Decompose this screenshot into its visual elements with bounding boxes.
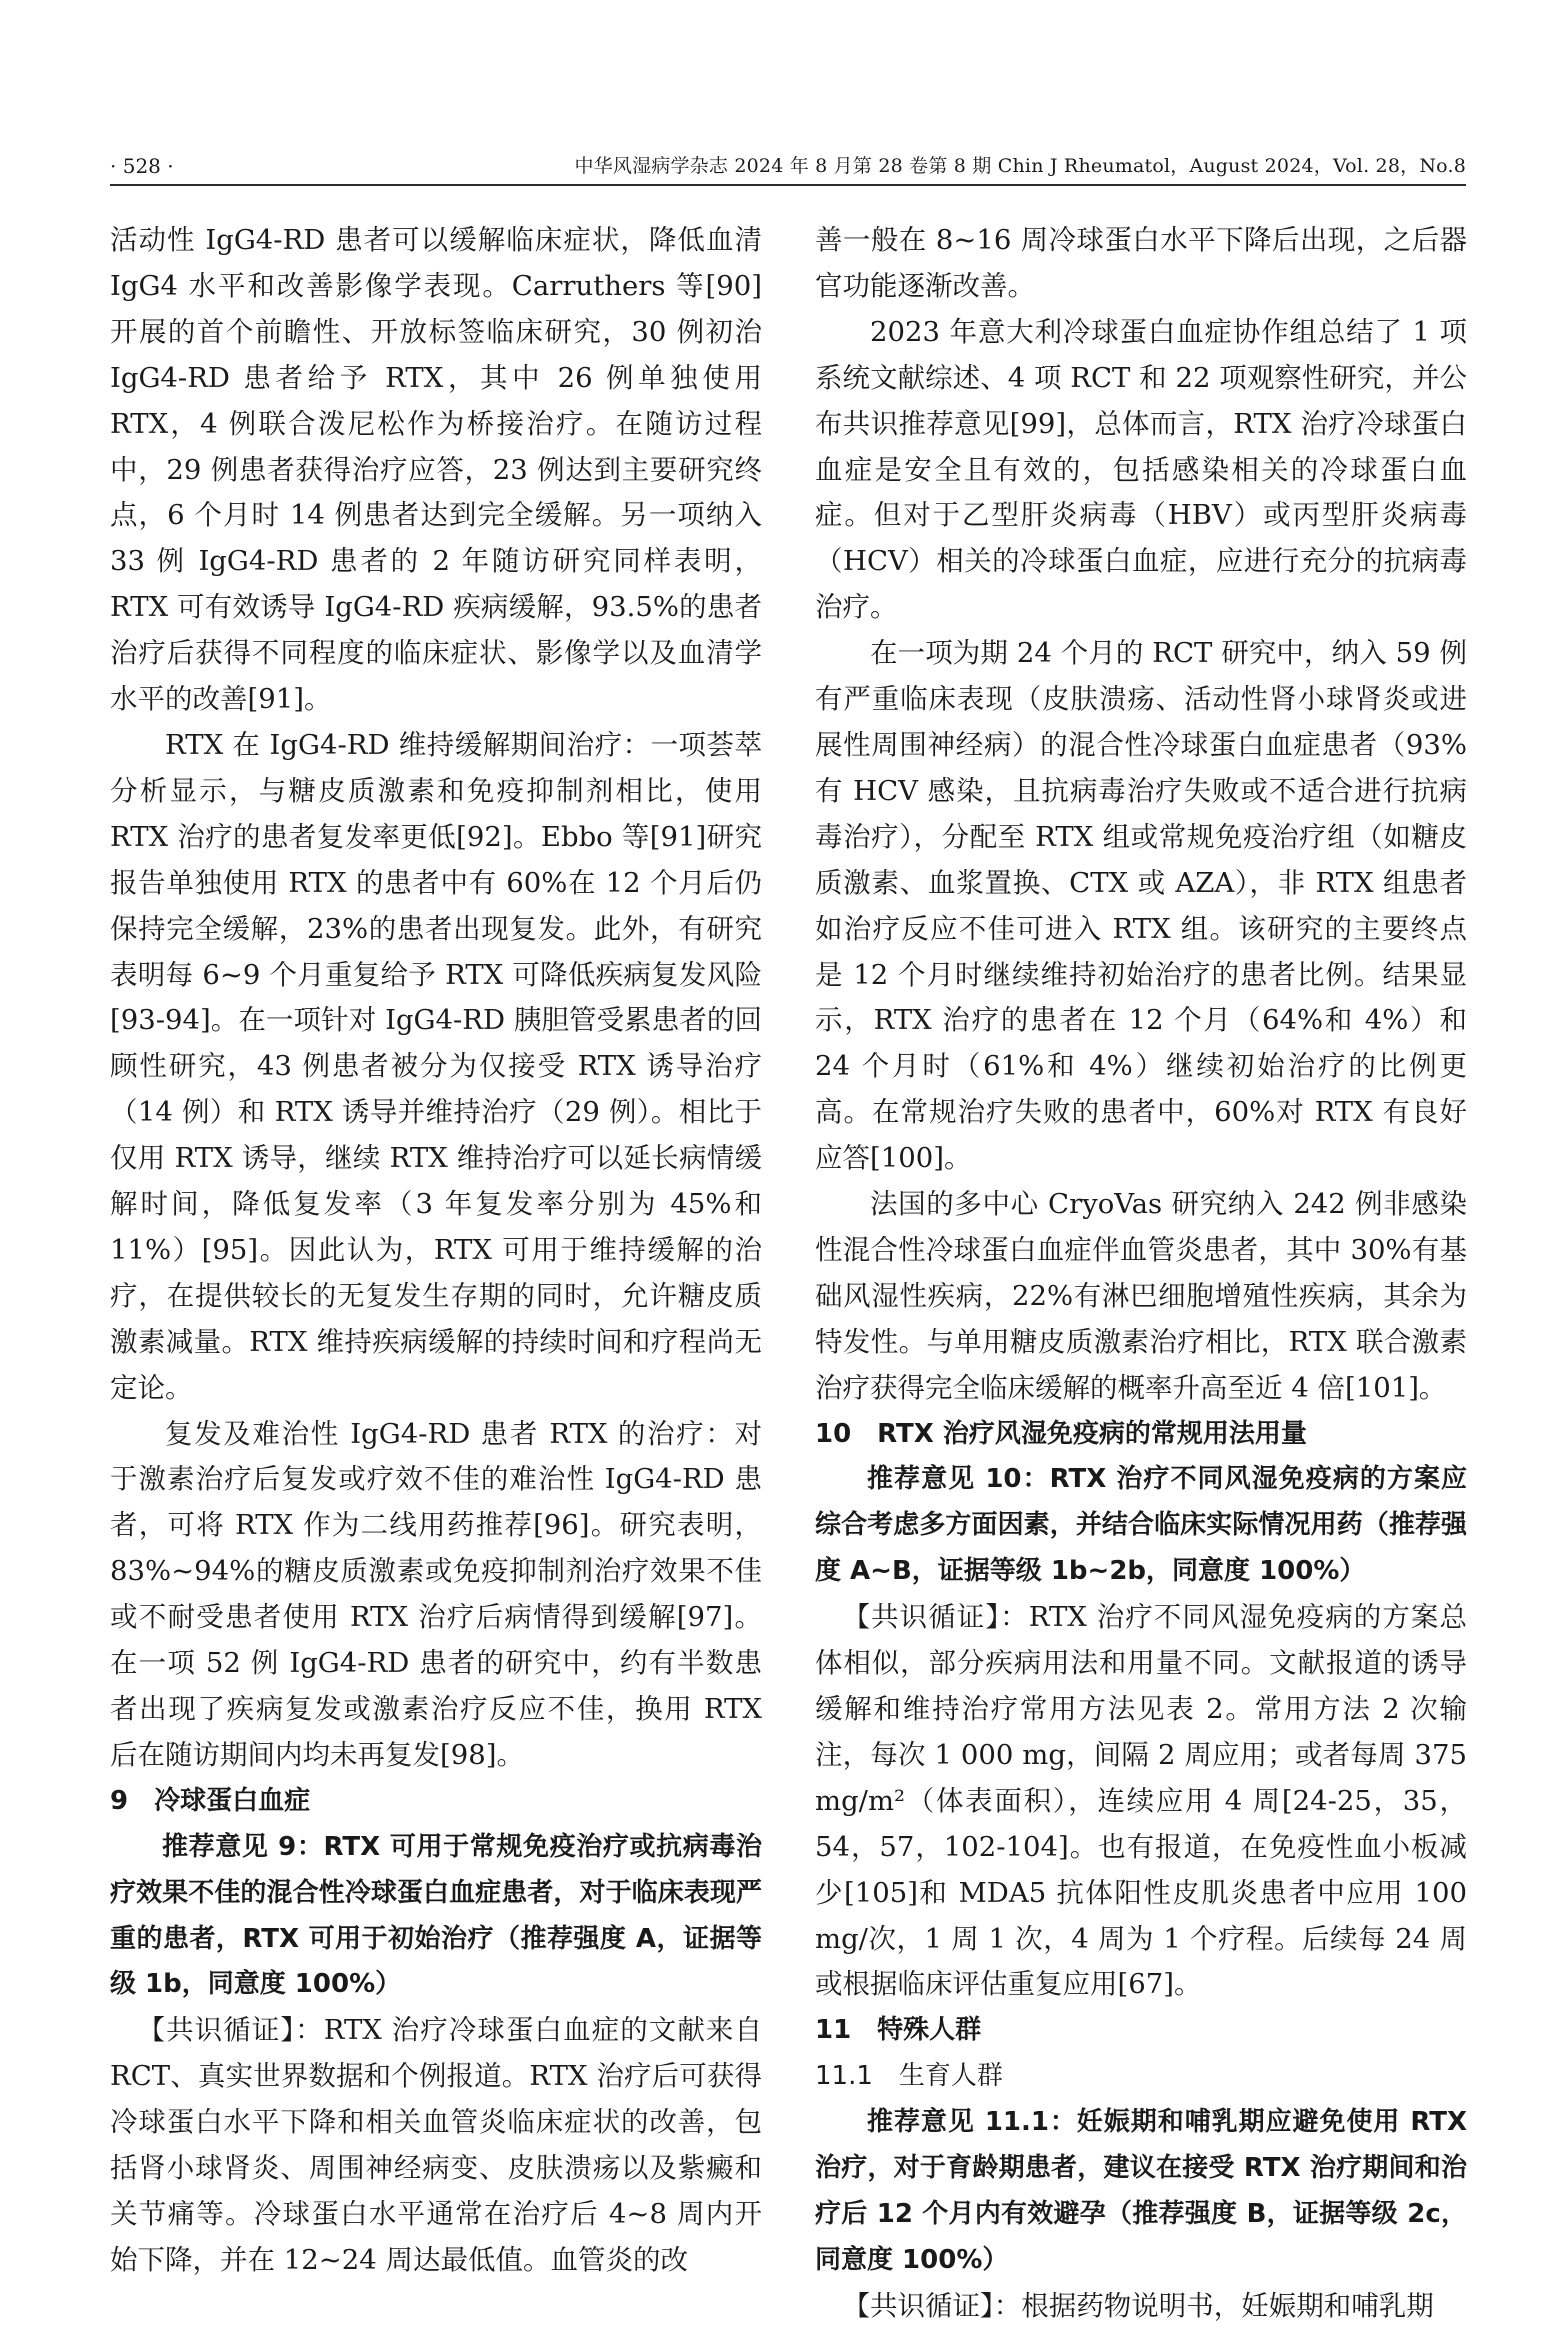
section-11-1-heading: 11.1 生育人群 <box>815 2061 1003 2092</box>
paragraph-cryo-continuation: 善一般在 8~16 周冷球蛋白水平下降后出现，之后器官功能逐渐改善。 <box>815 224 1467 302</box>
recommendation-11-1: 推荐意见 11.1：妊娠期和哺乳期应避免使用 RTX 治疗，对于育龄期患者，建议在接受 RTX 治疗期间和治疗后 12 个月内有效避孕（推荐强度 B，证据等级 2c，同意度 100%） <box>815 2107 1467 2275</box>
paragraph-rct-24-month: 在一项为期 24 个月的 RCT 研究中，纳入 59 例有严重临床表现（皮肤溃疡、活动性肾小球肾炎或进展性周围神经病）的混合性冷球蛋白血症患者（93%有 HCV 感染，且抗病毒治疗失败或不适合进行抗病毒治疗），分配至 RTX 组或常规免疫治疗组（如糖皮质激素、血浆置换、CTX 或 AZA），非 RTX 组患者如治疗反应不佳可进入 RTX 组。该研究的主要终点是 12 个月时继续维持初始治疗的患者比例。结果显示，RTX 治疗的患者在 12 个月（64%和 4%）和 24 个月时（61%和 4%）继续初始治疗的比例更高。在常规治疗失败的患者中，60%对 RTX 有良好应答[100]。 <box>815 637 1467 1175</box>
page-number: · 528 · <box>110 154 174 178</box>
running-header <box>110 142 1466 186</box>
right-column <box>815 218 1467 2330</box>
journal-citation: 中华风湿病学杂志 2024 年 8 月第 28 卷第 8 期 Chin J Rheumatol，August 2024，Vol. 28，No.8 <box>574 155 1466 177</box>
section-11-heading: 11 特殊人群 <box>815 2015 982 2046</box>
paragraph-cryovas-study: 法国的多中心 CryoVas 研究纳入 242 例非感染性混合性冷球蛋白血症伴血管炎患者，其中 30%有基础风湿性疾病，22%有淋巴细胞增殖性疾病，其余为特发性。与单用糖皮质激素治疗相比，RTX 联合激素治疗获得完全临床缓解的概率升高至近 4 倍[101]。 <box>815 1188 1467 1404</box>
evidence-basis-11-1: 【共识循证】：根据药物说明书，妊娠期和哺乳期 <box>842 2289 1434 2322</box>
section-9-heading: 9 冷球蛋白血症 <box>110 1785 311 1816</box>
section-10-heading: 10 RTX 治疗风湿免疫病的常规用法用量 <box>815 1418 1307 1449</box>
evidence-basis-9: 【共识循证】：RTX 治疗冷球蛋白血症的文献来自 RCT、真实世界数据和个例报道。RTX 治疗后可获得冷球蛋白水平下降和相关血管炎临床症状的改善，包括肾小球肾炎、周围神经病变、皮肤溃疡以及紫癜和关节痛等。冷球蛋白水平通常在治疗后 4~8 周内开始下降，并在 12~24 周达最低值。血管炎的改 <box>110 2014 762 2276</box>
recommendation-10: 推荐意见 10：RTX 治疗不同风湿免疫病的方案应综合考虑多方面因素，并结合临床实际情况用药（推荐强度 A~B，证据等级 1b~2b，同意度 100%） <box>815 1464 1467 1587</box>
recommendation-9: 推荐意见 9：RTX 可用于常规免疫治疗或抗病毒治疗效果不佳的混合性冷球蛋白血症患者，对于临床表现严重的患者，RTX 可用于初始治疗（推荐强度 A，证据等级 1b，同意度 100%） <box>110 1831 762 2000</box>
paragraph-italian-consensus: 2023 年意大利冷球蛋白血症协作组总结了 1 项系统文献综述、4 项 RCT 和 22 项观察性研究，并公布共识推荐意见[99]，总体而言，RTX 治疗冷球蛋白血症是安全且有效的，包括感染相关的冷球蛋白血症。但对于乙型肝炎病毒（HBV）或丙型肝炎病毒（HCV）相关的冷球蛋白血症，应进行充分的抗病毒治疗。 <box>815 315 1467 624</box>
paragraph-igg4-rd-induction: 活动性 IgG4-RD 患者可以缓解临床症状，降低血清 IgG4 水平和改善影像学表现。Carruthers 等[90]开展的首个前瞻性、开放标签临床研究，30 例初治 IgG4-RD 患者给予 RTX，其中 26 例单独使用 RTX，4 例联合泼尼松作为桥接治疗。在随访过程中，29 例患者获得治疗应答，23 例达到主要研究终点，6 个月时 14 例患者达到完全缓解。另一项纳入 33 例 IgG4-RD 患者的 2 年随访研究同样表明，RTX 可有效诱导 IgG4-RD 疾病缓解，93.5%的患者治疗后获得不同程度的临床症状、影像学以及血清学水平的改善[91]。 <box>110 224 762 716</box>
paragraph-igg4-rd-maintenance: RTX 在 IgG4-RD 维持缓解期间治疗：一项荟萃分析显示，与糖皮质激素和免疫抑制剂相比，使用 RTX 治疗的患者复发率更低[92]。Ebbo 等[91]研究报告单独使用 RTX 的患者中有 60%在 12 个月后仍保持完全缓解，23%的患者出现复发。此外，有研究表明每 6~9 个月重复给予 RTX 可降低疾病复发风险[93-94]。在一项针对 IgG4-RD 胰胆管受累患者的回顾性研究，43 例患者被分为仅接受 RTX 诱导治疗（14 例）和 RTX 诱导并维持治疗（29 例）。相比于仅用 RTX 诱导，继续 RTX 维持治疗可以延长病情缓解时间，降低复发率（3 年复发率分别为 45%和 11%）[95]。因此认为，RTX 可用于维持缓解的治疗，在提供较长的无复发生存期的同时，允许糖皮质激素减量。RTX 维持疾病缓解的持续时间和疗程尚无定论。 <box>110 728 762 1404</box>
evidence-basis-10: 【共识循证】：RTX 治疗不同风湿免疫病的方案总体相似，部分疾病用法和用量不同。文献报道的诱导缓解和维持治疗常用方法见表 2。常用方法 2 次输注，每次 1 000 mg，间隔 2 周应用；或者每周 375 mg/m²（体表面积），连续应用 4 周[24-25，35，54，57，102-104]。也有报道，在免疫性血小板减少[105]和 MDA5 抗体阳性皮肌炎患者中应用 100 mg/次，1 周 1 次，4 周为 1 个疗程。后续每 24 周或根据临床评估重复应用[67]。 <box>815 1601 1467 2001</box>
left-column <box>110 218 762 2284</box>
paragraph-igg4-rd-refractory: 复发及难治性 IgG4-RD 患者 RTX 的治疗：对于激素治疗后复发或疗效不佳的难治性 IgG4-RD 患者，可将 RTX 作为二线用药推荐[96]。研究表明，83%~94%的糖皮质激素或免疫抑制剂治疗效果不佳或不耐受患者使用 RTX 治疗后病情得到缓解[97]。在一项 52 例 IgG4-RD 患者的研究中，约有半数患者出现了疾病复发或激素治疗反应不佳，换用 RTX 后在随访期间内均未再复发[98]。 <box>110 1417 762 1771</box>
